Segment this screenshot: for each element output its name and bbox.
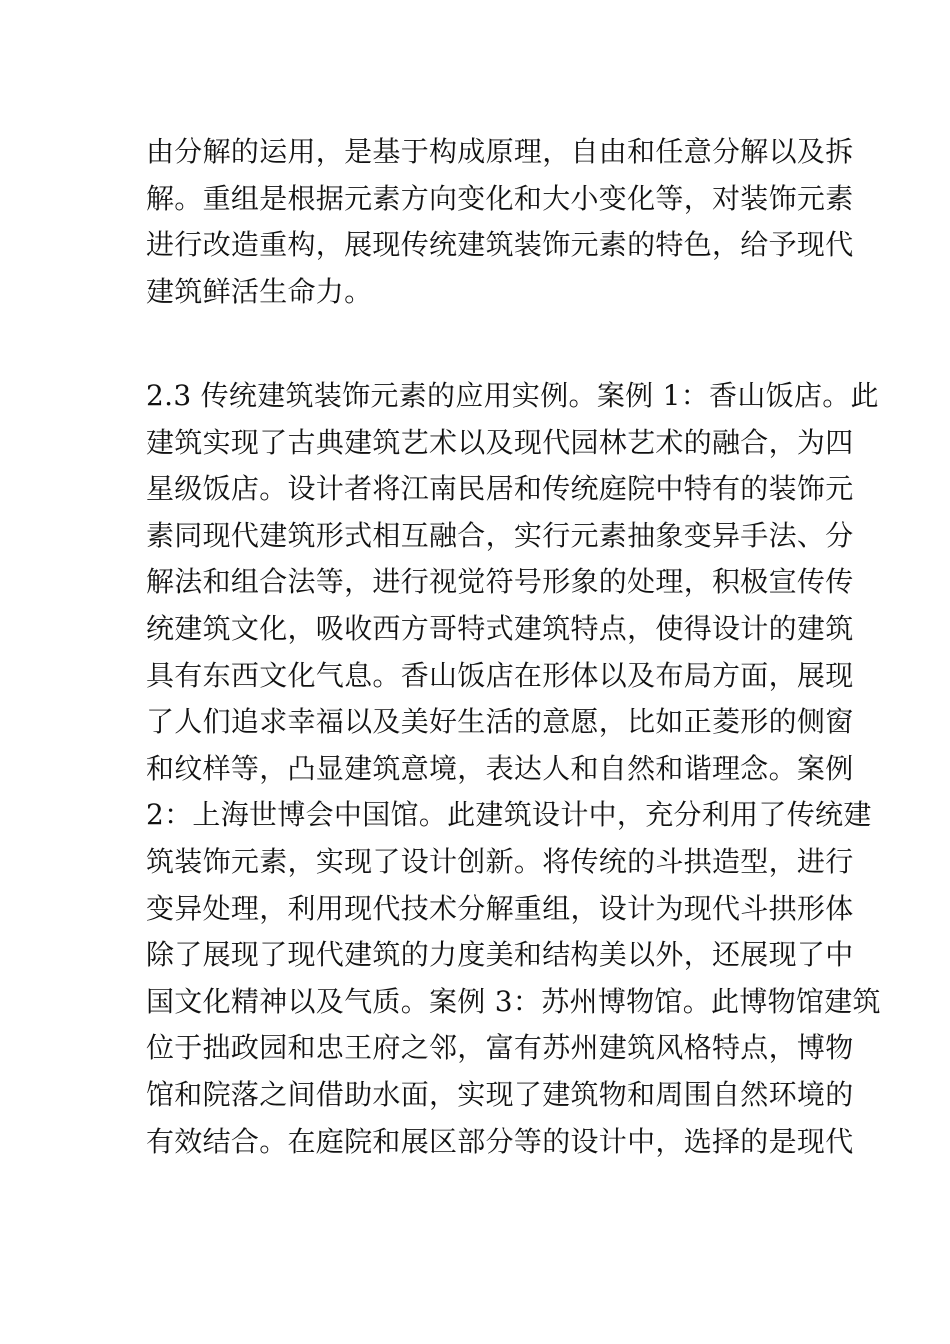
text-line: 和纹样等，凸显建筑意境，表达人和自然和谐理念。案例 (146, 751, 854, 785)
text-line: 由分解的运用，是基于构成原理，自由和任意分解以及拆 (146, 135, 854, 168)
text-line: 馆和院落之间借助水面，实现了建筑物和周围自然环境的 (146, 1077, 854, 1111)
text-line: 位于拙政园和忠王府之邻，富有苏州建筑风格特点，博物 (146, 1031, 854, 1065)
text-line: 星级饭店。设计者将江南民居和传统庭院中特有的装饰元 (146, 472, 854, 506)
text-line: 具有东西文化气息。香山饭店在形体以及布局方面，展现 (146, 658, 854, 692)
paragraph-1 (146, 129, 854, 315)
text-line: 素同现代建筑形式相互融合，实行元素抽象变异手法、分 (146, 518, 854, 552)
paragraph-2 (146, 373, 881, 1165)
text-line: 筑装饰元素，实现了设计创新。将传统的斗拱造型，进行 (146, 844, 854, 878)
text-line: 进行改造重构，展现传统建筑装饰元素的特色，给予现代 (146, 228, 854, 262)
text-line: 建筑实现了古典建筑艺术以及现代园林艺术的融合，为四 (146, 425, 854, 459)
text-line: 2.3 传统建筑装饰元素的应用实例。案例 1：香山饭店。此 (146, 379, 879, 412)
text-line: 2：上海世博会中国馆。此建筑设计中，充分利用了传统建 (146, 798, 872, 832)
text-line: 解。重组是根据元素方向变化和大小变化等，对装饰元素 (146, 181, 854, 215)
text-line: 统建筑文化，吸收西方哥特式建筑特点，使得设计的建筑 (146, 611, 854, 645)
text-line: 解法和组合法等，进行视觉符号形象的处理，积极宣传传 (146, 565, 854, 599)
text-line: 国文化精神以及气质。案例 3：苏州博物馆。此博物馆建筑 (146, 984, 881, 1018)
text-line: 有效结合。在庭院和展区部分等的设计中，选择的是现代 (146, 1124, 854, 1158)
text-line: 除了展现了现代建筑的力度美和结构美以外，还展现了中 (146, 938, 854, 972)
text-line: 建筑鲜活生命力。 (146, 274, 373, 308)
text-line: 变异处理，利用现代技术分解重组，设计为现代斗拱形体 (146, 891, 854, 925)
text-line: 了人们追求幸福以及美好生活的意愿，比如正菱形的侧窗 (146, 705, 854, 739)
